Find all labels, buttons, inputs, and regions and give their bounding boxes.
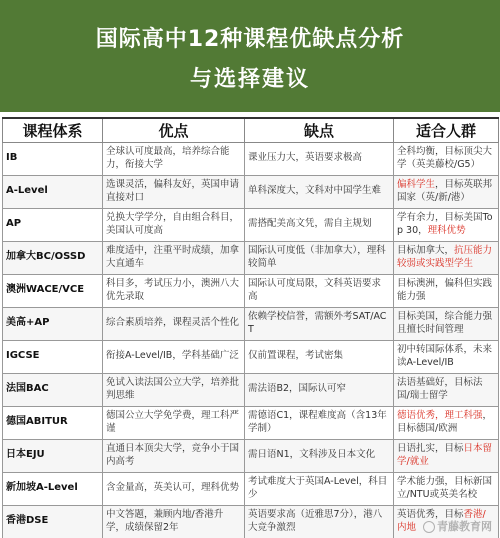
course-name-cell: A-Level [3,175,103,208]
suitable-group-cell [394,406,499,439]
suitable-text: 初中转国际体系，未来读A-Level/IB [397,344,493,368]
header-pros: 优点 [103,118,245,142]
course-comparison-table [2,117,499,538]
cons-cell: 英语要求高（近雅思7分），港八大竞争激烈 [245,505,394,538]
pros-cell: 全球认可度最高，培养综合能力，衔接大学 [103,142,245,175]
suitable-group-cell [394,274,499,307]
watermark-text: 青藤教育网 [437,520,492,533]
cons-cell: 需日语N1，文科涉及日本文化 [245,439,394,472]
pros-cell: 直通日本顶尖大学，竞争小于国内高考 [103,439,245,472]
course-name-cell: 法国BAC [3,373,103,406]
course-name-cell: 香港DSE [3,505,103,538]
suitable-text-tail: ，目标德国/欧洲 [397,410,493,434]
pros-cell: 综合素质培养，课程灵活个性化 [103,307,245,340]
pros-cell: 科目多，考试压力小，澳洲八大优先录取 [103,274,245,307]
course-name-cell: 美高+AP [3,307,103,340]
suitable-text: 日语扎实，目标 [397,443,464,454]
course-name-cell: AP [3,208,103,241]
pros-cell: 衔接A-Level/IB，学科基础广泛 [103,340,245,373]
suitable-text-tail: ，目标英联邦国家（英/新/港） [397,179,493,203]
course-name-cell: IGCSE [3,340,103,373]
course-name-cell: 澳洲WACE/VCE [3,274,103,307]
table-row [3,208,499,241]
page-title: 国际高中12种课程优缺点分析 [95,27,405,52]
title-banner [0,0,500,112]
pros-cell: 德国公立大学免学费，理工科严谨 [103,406,245,439]
course-name-cell: 加拿大BC/OSSD [3,241,103,274]
watermark [423,518,492,534]
table-row [3,274,499,307]
cons-cell: 需搭配美高文凭，需自主规划 [245,208,394,241]
suitable-group-cell [394,340,499,373]
pros-cell: 兑换大学学分，自由组合科目，美国认可度高 [103,208,245,241]
suitable-group-cell [394,241,499,274]
suitable-highlight: 日本留学/就业 [397,443,493,467]
suitable-text: 学术能力强，目标新国立/NTU或英美名校 [397,476,493,500]
cons-cell: 单科深度大，文科对中国学生难 [245,175,394,208]
suitable-highlight: 香港/内地 [397,509,486,533]
table-row [3,340,499,373]
cons-cell: 需德语C1，课程难度高（含13年学制） [245,406,394,439]
suitable-text: 目标加拿大， [397,245,455,256]
course-name-cell: 日本EJU [3,439,103,472]
table-header-row [3,118,499,142]
suitable-group-cell [394,208,499,241]
pros-cell: 选课灵活，偏科友好，英国申请直接对口 [103,175,245,208]
suitable-text: 全科均衡，目标顶尖大学（英美藤校/G5） [397,146,493,170]
suitable-group-cell [394,142,499,175]
cons-cell: 课业压力大，英语要求极高 [245,142,394,175]
header-cons: 缺点 [245,118,394,142]
page-subtitle: 与选择建议 [189,67,310,92]
suitable-highlight: 德语优秀，理工科强 [397,410,483,421]
suitable-group-cell [394,175,499,208]
pros-cell: 中文答题，兼顾内地/香港升学，成绩保留2年 [103,505,245,538]
header-suitable-group: 适合人群 [394,118,499,142]
table-row [3,142,499,175]
suitable-text: 英语优秀，目标 [397,509,464,520]
pros-cell: 免试入读法国公立大学，培养批判思维 [103,373,245,406]
suitable-text: 法语基础好，目标法国/瑞士留学 [397,377,483,401]
suitable-group-cell [394,439,499,472]
cons-cell: 考试难度大于英国A-Level，科目少 [245,472,394,505]
table-row [3,373,499,406]
cons-cell: 国际认可度低（非加拿大），理科较简单 [245,241,394,274]
course-name-cell: IB [3,142,103,175]
table-row [3,406,499,439]
suitable-text: 目标美国，综合能力强且擅长时间管理 [397,311,493,335]
suitable-text: 学有余力，目标美国Top 30， [397,212,493,236]
table-row [3,241,499,274]
table-row [3,175,499,208]
suitable-group-cell [394,373,499,406]
suitable-group-cell [394,472,499,505]
pros-cell: 难度适中，注重平时成绩，加拿大直通车 [103,241,245,274]
cons-cell: 仅前置课程，考试密集 [245,340,394,373]
course-name-cell: 德国ABITUR [3,406,103,439]
table-row [3,472,499,505]
watermark-logo-icon [423,521,435,533]
suitable-group-cell [394,307,499,340]
header-course-system: 课程体系 [3,118,103,142]
suitable-highlight: 抗压能力较弱或实践型学生 [397,245,493,269]
table-row [3,307,499,340]
cons-cell: 国际认可度局限，文科英语要求高 [245,274,394,307]
suitable-highlight: 偏科学生 [397,179,436,190]
pros-cell: 含金量高，英美认可，理科优势 [103,472,245,505]
suitable-highlight: 理科优势 [427,224,466,236]
cons-cell: 依赖学校信誉，需额外考SAT/ACT [245,307,394,340]
suitable-text: 目标澳洲，偏科但实践能力强 [397,278,493,302]
course-name-cell: 新加坡A-Level [3,472,103,505]
cons-cell: 需法语B2，国际认可窄 [245,373,394,406]
table-row [3,439,499,472]
